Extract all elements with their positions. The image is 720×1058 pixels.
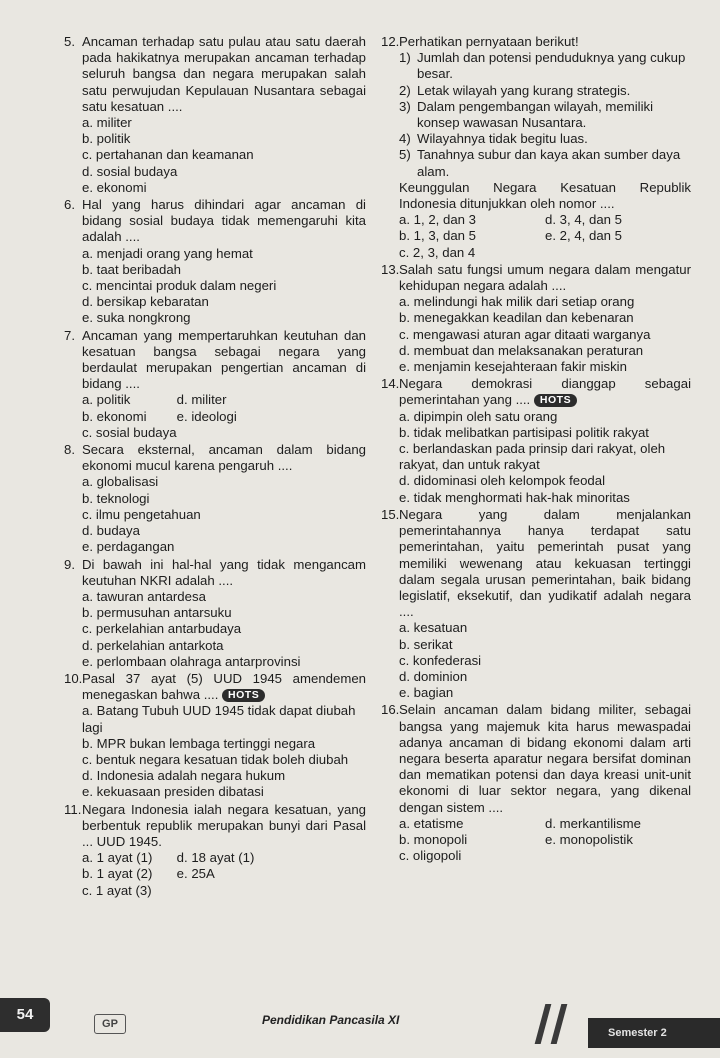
answer-option[interactable]: e. perdagangan — [82, 539, 175, 555]
answer-option[interactable]: b. monopoli — [399, 831, 468, 847]
answer-option[interactable]: a. politik — [82, 392, 131, 408]
question-number: 11. — [64, 801, 82, 817]
question-number: 8. — [64, 442, 75, 458]
question-text — [399, 34, 691, 50]
question-text — [82, 557, 366, 589]
answer-option[interactable]: a. 1 ayat (1) — [82, 850, 153, 866]
answer-option[interactable]: d. dominion — [399, 668, 468, 684]
decor-stripe — [535, 1004, 552, 1044]
answer-option — [177, 425, 272, 441]
answer-option — [545, 848, 691, 864]
answer-option[interactable]: c. bentuk negara kesatuan tidak boleh diubah — [82, 751, 349, 767]
decor-stripe — [551, 1004, 568, 1044]
answer-options — [64, 392, 366, 441]
question-text-content: Selain ancaman dalam bidang militer, sebagai bangsa yang majemuk kita harus mewaspadai adanya ancaman di bidang ekonomi dalam arti negara beserta aparatur negara bersifat dominan dan mematikan potensi dan daya kreasi unit-unit ekonomi di luar sektor negara, yang dikenal dengan sistem .... — [399, 702, 691, 815]
answer-option[interactable]: c. pertahanan dan keamanan — [82, 147, 254, 163]
answer-option[interactable]: e. ideologi — [176, 408, 237, 424]
question-text — [82, 442, 366, 474]
question-15 — [381, 507, 691, 701]
statement-item — [381, 50, 691, 82]
answer-option — [545, 245, 691, 261]
answer-options — [381, 816, 691, 865]
statement-item — [381, 83, 691, 99]
answer-option[interactable]: b. politik — [82, 131, 131, 147]
question-text — [82, 671, 366, 703]
question-text — [399, 262, 691, 294]
statement-number: 3) — [399, 98, 411, 114]
question-number: 13. — [381, 261, 400, 277]
answer-option[interactable]: a. tawuran antardesa — [82, 588, 206, 604]
question-16 — [381, 702, 691, 864]
answer-options — [381, 620, 691, 701]
answer-option[interactable]: e. 25A — [176, 866, 215, 882]
statement-text: Letak wilayah yang kurang strategis. — [417, 82, 631, 98]
answer-options — [381, 409, 691, 506]
question-number: 9. — [64, 556, 75, 572]
answer-option[interactable]: c. ilmu pengetahuan — [82, 506, 201, 522]
question-5 — [64, 34, 366, 196]
answer-option[interactable]: c. berlandaskan pada prinsip dari rakyat, oleh rakyat, dan untuk rakyat — [399, 441, 666, 473]
question-stem — [381, 507, 691, 620]
question-text — [82, 197, 366, 246]
answer-option[interactable]: d. 3, 4, dan 5 — [545, 212, 622, 228]
statement-number: 5) — [399, 147, 411, 163]
answer-option[interactable]: e. suka nongkrong — [82, 310, 191, 326]
question-number: 12. — [381, 34, 400, 49]
answer-option[interactable]: d. perkelahian antarkota — [82, 637, 224, 653]
book-title: Pendidikan Pancasila XI — [262, 1013, 400, 1027]
answer-option[interactable]: a. militer — [82, 115, 132, 131]
answer-option[interactable]: a. melindungi hak milik dari setiap orang — [399, 294, 635, 310]
hots-badge: HOTS — [534, 394, 577, 407]
answer-option[interactable]: b. permusuhan antarsuku — [82, 605, 232, 621]
question-text-content: Perhatikan pernyataan berikut! — [399, 34, 579, 49]
answer-option[interactable]: d. membuat dan melaksanakan peraturan — [399, 342, 644, 358]
statement-text: Jumlah dan potensi penduduknya yang cukup besar. — [417, 50, 686, 82]
answer-option — [271, 392, 366, 408]
answer-option[interactable]: b. 1 ayat (2) — [82, 866, 153, 882]
answer-options — [64, 703, 366, 800]
statement-text: Tanahnya subur dan kaya akan sumber daya alam. — [417, 147, 681, 179]
answer-option[interactable]: e. kekuasaan presiden dibatasi — [82, 784, 264, 800]
question-stem — [64, 328, 366, 393]
answer-options — [64, 474, 366, 555]
answer-option — [271, 409, 366, 425]
question-stem — [381, 34, 691, 50]
question-text-content: Di bawah ini hal-hal yang tidak mengancam keutuhan NKRI adalah .... — [82, 556, 366, 588]
answer-option — [271, 850, 366, 866]
answer-option[interactable]: a. kesatuan — [399, 620, 468, 636]
answer-option[interactable]: a. 1, 2, dan 3 — [399, 212, 476, 228]
question-text-content: Ancaman yang mempertaruhkan keutuhan dan kesatuan bangsa sebagai negara yang berdaulat merupakan pengertian ancaman di bidang .... — [82, 327, 366, 392]
question-10 — [64, 671, 366, 801]
statement-number: 2) — [399, 82, 411, 98]
question-stem — [381, 702, 691, 815]
answer-option[interactable]: e. menjamin kesejahteraan fakir miskin — [399, 359, 627, 375]
left-column — [64, 34, 366, 900]
question-number: 16. — [381, 702, 400, 718]
answer-option[interactable]: e. monopolistik — [545, 831, 633, 847]
answer-option[interactable]: b. teknologi — [82, 490, 150, 506]
question-stem — [381, 376, 691, 408]
answer-option[interactable]: d. militer — [176, 392, 227, 408]
question-text-content: Secara eksternal, ancaman dalam bidang ekonomi mucul karena pengaruh .... — [82, 442, 366, 474]
question-13 — [381, 262, 691, 375]
answer-options — [381, 212, 691, 261]
question-7 — [64, 328, 366, 441]
answer-option[interactable]: e. tidak menghormati hak-hak minoritas — [399, 489, 630, 505]
answer-option[interactable]: a. Batang Tubuh UUD 1945 tidak dapat diubah lagi — [82, 703, 356, 735]
question-text-content: Negara Indonesia ialah negara kesatuan, yang berbentuk republik merupakan bunyi dari Pasal ... UUD 1945. — [82, 801, 366, 849]
question-number: 7. — [64, 327, 75, 343]
answer-option[interactable]: c. oligopoli — [399, 848, 462, 864]
answer-option[interactable]: a. menjadi orang yang hemat — [82, 245, 253, 261]
question-8 — [64, 442, 366, 555]
answer-option[interactable]: c. 1 ayat (3) — [82, 882, 152, 898]
question-text — [82, 34, 366, 115]
answer-option[interactable]: a. globalisasi — [82, 474, 159, 490]
answer-option[interactable]: c. mencintai produk dalam negeri — [82, 278, 277, 294]
hots-badge: HOTS — [222, 689, 265, 702]
answer-option — [177, 883, 272, 899]
answer-option[interactable]: d. budaya — [82, 523, 140, 539]
question-number: 14. — [381, 376, 400, 392]
answer-option[interactable]: c. 2, 3, dan 4 — [399, 244, 476, 260]
statement-item — [381, 131, 691, 147]
answer-options — [381, 294, 691, 375]
answer-option — [271, 866, 366, 882]
answer-options — [64, 115, 366, 196]
page-footer — [0, 998, 720, 1058]
question-stem — [64, 671, 366, 703]
statement-number: 1) — [399, 50, 411, 66]
answer-option[interactable]: b. menegakkan keadilan dan kebenaran — [399, 310, 634, 326]
answer-option[interactable]: b. MPR bukan lembaga tertinggi negara — [82, 735, 316, 751]
question-number: 6. — [64, 197, 75, 213]
answer-option[interactable]: b. serikat — [399, 636, 453, 652]
question-text-content: Salah satu fungsi umum negara dalam mengatur kehidupan negara adalah .... — [399, 261, 691, 294]
question-9 — [64, 557, 366, 670]
statement-number: 4) — [399, 131, 411, 147]
answer-option[interactable]: c. mengawasi aturan agar ditaati warganya — [399, 326, 651, 342]
question-14 — [381, 376, 691, 506]
question-text — [82, 328, 366, 393]
question-prompt: Keunggulan Negara Kesatuan Republik Indonesia ditunjukkan oleh nomor .... — [399, 179, 691, 212]
answer-options — [64, 850, 366, 899]
question-text — [82, 802, 366, 851]
question-stem — [64, 442, 366, 474]
question-text — [399, 376, 691, 408]
answer-option — [271, 883, 366, 899]
question-text — [399, 702, 691, 815]
question-stem — [64, 557, 366, 589]
answer-options — [64, 246, 366, 327]
answer-option[interactable]: e. perlombaan olahraga antarprovinsi — [82, 653, 301, 669]
answer-option[interactable]: d. merkantilisme — [545, 815, 642, 831]
question-text-content: Hal yang harus dihindari agar ancaman di bidang sosial budaya tidak memengaruhi kita adalah .... — [82, 197, 366, 245]
question-6 — [64, 197, 366, 327]
question-text — [399, 507, 691, 620]
question-text-content: Ancaman terhadap satu pulau atau satu daerah pada hakikatnya merupakan ancaman terhadap seluruh bangsa dan negara merupakan salah satu perwujudan Kepulauan Nusantara sebagai satu kesatuan .... — [82, 34, 366, 114]
answer-option[interactable]: a. dipimpin oleh satu orang — [399, 408, 558, 424]
answer-option[interactable]: c. perkelahian antarbudaya — [82, 621, 242, 637]
answer-option[interactable]: b. 1, 3, dan 5 — [399, 228, 476, 244]
statement-text: Dalam pengembangan wilayah, memiliki konsep wawasan Nusantara. — [417, 98, 654, 131]
answer-option[interactable]: c. sosial budaya — [82, 424, 177, 440]
answer-option[interactable]: b. tidak melibatkan partisipasi politik rakyat — [399, 424, 649, 440]
question-stem — [381, 262, 691, 294]
question-11 — [64, 802, 366, 899]
answer-option[interactable]: d. didominasi oleh kelompok feodal — [399, 473, 605, 489]
answer-option[interactable]: d. bersikap kebaratan — [82, 294, 209, 310]
answer-option — [271, 425, 366, 441]
answer-option[interactable]: d. sosial budaya — [82, 163, 178, 179]
question-text-content: Pasal 37 ayat (5) UUD 1945 amendemen menegaskan bahwa .... — [82, 670, 366, 703]
statement-text: Wilayahnya tidak begitu luas. — [417, 131, 588, 147]
answer-options — [64, 589, 366, 670]
answer-option[interactable]: c. konfederasi — [399, 652, 482, 668]
question-stem — [64, 802, 366, 851]
answer-option[interactable]: e. bagian — [399, 685, 454, 701]
answer-option[interactable]: e. 2, 4, dan 5 — [545, 228, 622, 244]
question-text-content: Negara yang dalam menjalankan pemerintahannya hanya terdapat satu pemerintahan, yaitu pemerintah pusat yang memiliki wewenang atau kekuasan tertinggi dalam segala urusan pemerintahan, baik bidang legislatif, eksekutif, dan yudikatif adalah negara .... — [399, 506, 691, 620]
statement-item — [381, 99, 691, 131]
answer-option[interactable]: a. etatisme — [399, 815, 464, 831]
question-stem — [64, 34, 366, 115]
question-stem — [64, 197, 366, 246]
answer-option[interactable]: e. ekonomi — [82, 179, 147, 195]
answer-option[interactable]: b. ekonomi — [82, 408, 147, 424]
answer-option[interactable]: d. 18 ayat (1) — [176, 850, 255, 866]
question-number: 5. — [64, 34, 75, 49]
question-12 — [381, 34, 691, 261]
statement-item — [381, 147, 691, 179]
answer-option[interactable]: d. Indonesia adalah negara hukum — [82, 768, 286, 784]
question-text-content: Negara demokrasi dianggap sebagai pemerintahan yang .... — [399, 376, 691, 408]
question-number: 15. — [381, 506, 400, 522]
publisher-logo: GP — [94, 1014, 126, 1034]
answer-option[interactable]: b. taat beribadah — [82, 261, 181, 277]
question-number: 10. — [64, 670, 83, 686]
page-number: 54 — [0, 998, 50, 1032]
semester-label: Semester 2 — [588, 1018, 720, 1048]
right-column — [381, 34, 691, 865]
